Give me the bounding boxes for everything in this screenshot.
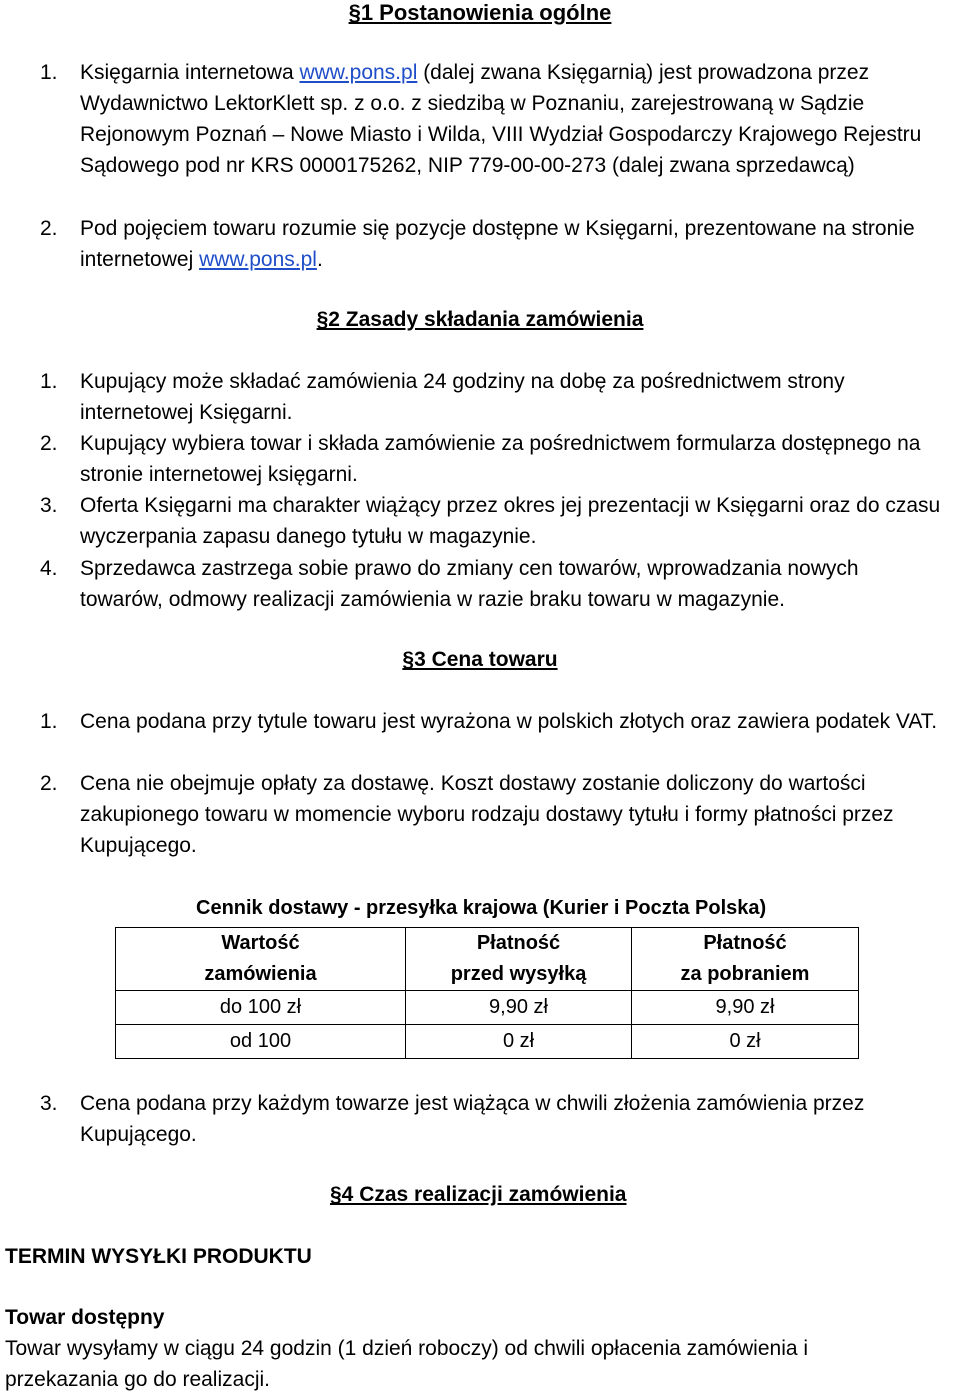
sec3-item-1: 1. Cena podana przy tytule towaru jest wyrażona w polskich złotych oraz zawiera podatek VAT. [40,710,938,733]
pons-link[interactable]: www.pons.pl [299,61,418,84]
sec2-item-2: 2. Kupujący wybiera towar i składa zamówienie za pośrednictwem formularza dostępnego na stronie internetowej księgarni. [40,432,921,486]
section-1-heading: §1 Postanowienia ogólne [348,0,612,25]
section-3-heading: §3 Cena towaru [402,648,558,671]
section-4-heading: §4 Czas realizacji zamówienia [330,1183,627,1206]
shipping-time-heading: TERMIN WYSYŁKI PRODUKTU [5,1245,312,1268]
sec2-item-4: 4. Sprzedawca zastrzega sobie prawo do zmiany cen towarów, wprowadzania nowych towarów, odmowy realizacji zamówienia w razie braku towaru w magazynie. [40,557,859,611]
shipping-price-table [115,927,859,1059]
header-prepaid: Płatność przed wysyłką [406,928,632,991]
table-header-row [116,928,859,991]
pons-link[interactable]: www.pons.pl [199,248,317,271]
sec1-item-2: 2. Pod pojęciem towaru rozumie się pozycje dostępne w Księgarni, prezentowane na stronie internetowej www.pons.pl. [40,217,915,271]
available-product-heading: Towar dostępny [5,1306,165,1329]
sec2-item-3: 3. Oferta Księgarni ma charakter wiążący przez okres jej prezentacji w Księgarni oraz do czasu wyczerpania zapasu danego tytułu w magazynie. [40,494,941,548]
header-order-value: Wartość zamówienia [116,928,406,991]
table-row: od 100 0 zł 0 zł [116,1025,859,1059]
sec3-item-2: 2. Cena nie obejmuje opłaty za dostawę. Koszt dostawy zostanie doliczony do wartości zakupionego towaru w momencie wyboru rodzaju dostawy tytułu i formy płatności przez Kupującego. [40,772,894,857]
table-row: do 100 zł 9,90 zł 9,90 zł [116,991,859,1025]
sec1-item-1: 1. Księgarnia internetowa www.pons.pl (dalej zwana Księgarnią) jest prowadzona przez Wydawnictwo LektorKlett sp. z o.o. z siedzibą w Poznaniu, zarejestrowaną w Sądzie Rejonowym Poznań – Nowe Miasto i Wilda, VIII Wydział Gospodarczy Krajowego Rejestru Sądowego pod nr KRS 0000175262, NIP 779-00-00-273 (dalej zwana sprzedawcą) [40,61,922,177]
sec3-item-3: 3. Cena podana przy każdym towarze jest wiążąca w chwili złożenia zamówienia przez Kupującego. [40,1092,865,1146]
section-2-heading: §2 Zasady składania zamówienia [316,308,644,331]
price-table-caption: Cennik dostawy - przesyłka krajowa (Kurier i Poczta Polska) [196,897,767,919]
available-product-text: Towar wysyłamy w ciągu 24 godzin (1 dzień roboczy) od chwili opłacenia zamówienia i przekazania go do realizacji. [5,1337,809,1391]
sec2-item-1: 1. Kupujący może składać zamówienia 24 godziny na dobę za pośrednictwem strony internetowej Księgarni. [40,370,845,424]
header-cod: Płatność za pobraniem [632,928,859,991]
